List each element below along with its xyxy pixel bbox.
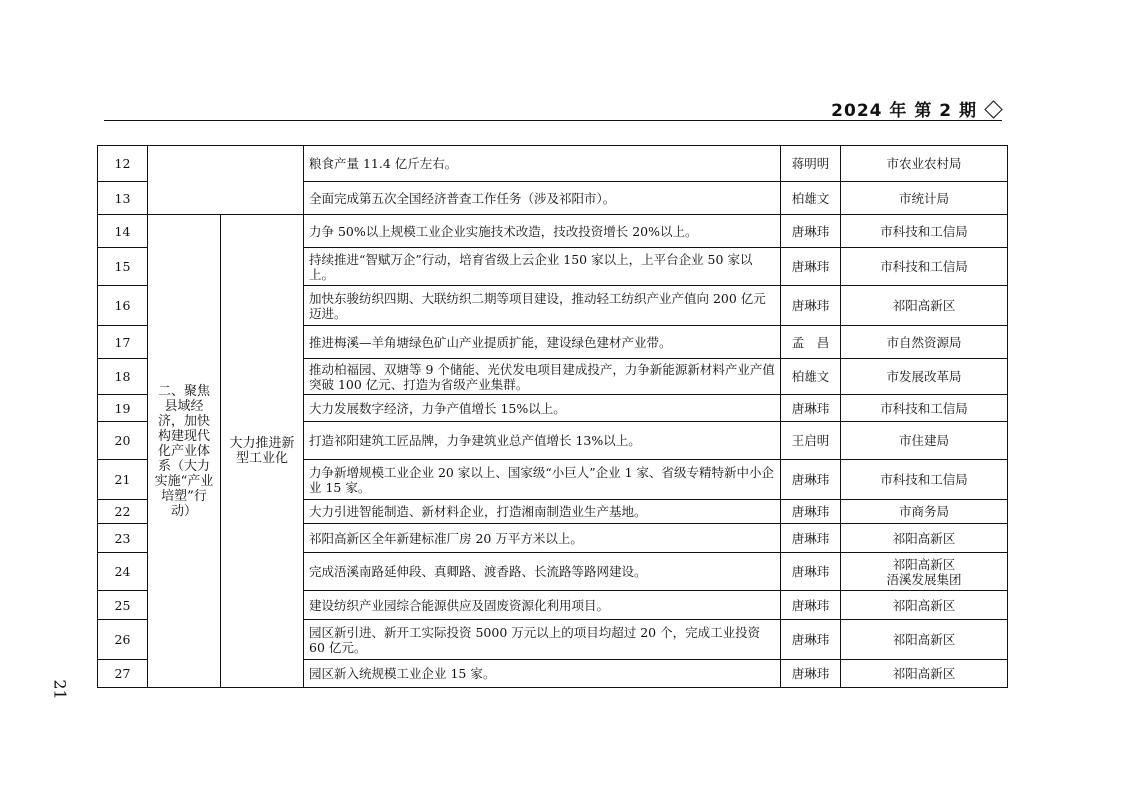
task-text: 完成浯溪南路延伸段、真卿路、渡香路、长流路等路网建设。	[304, 553, 781, 591]
row-number: 16	[98, 286, 148, 326]
table-row	[98, 146, 1008, 182]
row-number: 15	[98, 248, 148, 286]
row-number: 13	[98, 182, 148, 215]
task-text: 园区新引进、新开工实际投资 5000 万元以上的项目均超过 20 个，完成工业投资 60 亿元。	[304, 620, 781, 660]
department: 市住建局	[841, 422, 1008, 460]
row-number: 17	[98, 326, 148, 359]
leader-name: 唐琳玮	[781, 553, 841, 591]
department: 祁阳高新区	[841, 286, 1008, 326]
row-number: 22	[98, 500, 148, 524]
category-level1: 二、聚焦县域经济，加快构建现代化产业体系（大力实施“产业培塑”行动）	[148, 215, 221, 688]
row-number: 20	[98, 422, 148, 460]
task-text: 建设纺织产业园综合能源供应及固废资源化利用项目。	[304, 591, 781, 620]
department-line: 祁阳高新区	[892, 556, 956, 572]
task-text: 全面完成第五次全国经济普查工作任务（涉及祁阳市）。	[304, 182, 781, 215]
department: 市农业农村局	[841, 146, 1008, 182]
department: 市统计局	[841, 182, 1008, 215]
header-rule	[104, 120, 1002, 121]
leader-name: 唐琳玮	[781, 460, 841, 500]
department: 祁阳高新区	[841, 620, 1008, 660]
leader-name: 孟 昌	[781, 326, 841, 359]
department: 祁阳高新区	[841, 591, 1008, 620]
task-text: 园区新入统规模工业企业 15 家。	[304, 660, 781, 688]
row-number: 26	[98, 620, 148, 660]
row-number: 21	[98, 460, 148, 500]
task-text: 粮食产量 11.4 亿斤左右。	[304, 146, 781, 182]
task-text: 祁阳高新区全年新建标准厂房 20 万平方米以上。	[304, 524, 781, 553]
leader-name: 唐琳玮	[781, 395, 841, 422]
row-number: 27	[98, 660, 148, 688]
department: 市自然资源局	[841, 326, 1008, 359]
issue-header	[831, 96, 1000, 121]
leader-name: 唐琳玮	[781, 215, 841, 248]
page-number: 21	[50, 679, 70, 700]
department: 祁阳高新区	[841, 660, 1008, 688]
row-number: 24	[98, 553, 148, 591]
department: 市科技和工信局	[841, 395, 1008, 422]
department: 市发展改革局	[841, 359, 1008, 395]
task-text: 持续推进“智赋万企”行动，培育省级上云企业 150 家以上，上平台企业 50 家以上。	[304, 248, 781, 286]
task-table	[97, 145, 1008, 688]
department: 市科技和工信局	[841, 215, 1008, 248]
leader-name: 唐琳玮	[781, 620, 841, 660]
department-line: 浯溪发展集团	[886, 571, 962, 587]
row-number: 19	[98, 395, 148, 422]
department: 祁阳高新区	[841, 524, 1008, 553]
task-text: 力争新增规模工业企业 20 家以上、国家级“小巨人”企业 1 家、省级专精特新中小企业 15 家。	[304, 460, 781, 500]
task-text: 推动柏福园、双塘等 9 个储能、光伏发电项目建成投产，力争新能源新材料产业产值突破 100 亿元、打造为省级产业集群。	[304, 359, 781, 395]
leader-name: 唐琳玮	[781, 591, 841, 620]
task-text: 打造祁阳建筑工匠品牌，力争建筑业总产值增长 13%以上。	[304, 422, 781, 460]
task-text: 大力引进智能制造、新材料企业，打造湘南制造业生产基地。	[304, 500, 781, 524]
department	[841, 553, 1008, 591]
empty-category-cell	[148, 146, 304, 215]
row-number: 23	[98, 524, 148, 553]
leader-name: 柏雄文	[781, 182, 841, 215]
row-number: 14	[98, 215, 148, 248]
leader-name: 王启明	[781, 422, 841, 460]
task-text: 力争 50%以上规模工业企业实施技术改造，技改投资增长 20%以上。	[304, 215, 781, 248]
task-text: 大力发展数字经济，力争产值增长 15%以上。	[304, 395, 781, 422]
task-text: 加快东骏纺织四期、大联纺织二期等项目建设，推动轻工纺织产业产值向 200 亿元迈进。	[304, 286, 781, 326]
leader-name: 唐琳玮	[781, 524, 841, 553]
issue-label: 2024 年 第 2 期	[831, 101, 977, 121]
row-number: 12	[98, 146, 148, 182]
leader-name: 唐琳玮	[781, 286, 841, 326]
leader-name: 唐琳玮	[781, 248, 841, 286]
diamond-icon	[984, 100, 1002, 118]
task-text: 推进梅溪—羊角塘绿色矿山产业提质扩能，建设绿色建材产业带。	[304, 326, 781, 359]
department: 市科技和工信局	[841, 460, 1008, 500]
category-level2: 大力推进新型工业化	[221, 215, 304, 688]
row-number: 25	[98, 591, 148, 620]
leader-name: 柏雄文	[781, 359, 841, 395]
leader-name: 唐琳玮	[781, 660, 841, 688]
department: 市商务局	[841, 500, 1008, 524]
leader-name: 蒋明明	[781, 146, 841, 182]
row-number: 18	[98, 359, 148, 395]
leader-name: 唐琳玮	[781, 500, 841, 524]
department: 市科技和工信局	[841, 248, 1008, 286]
table-row	[98, 215, 1008, 248]
